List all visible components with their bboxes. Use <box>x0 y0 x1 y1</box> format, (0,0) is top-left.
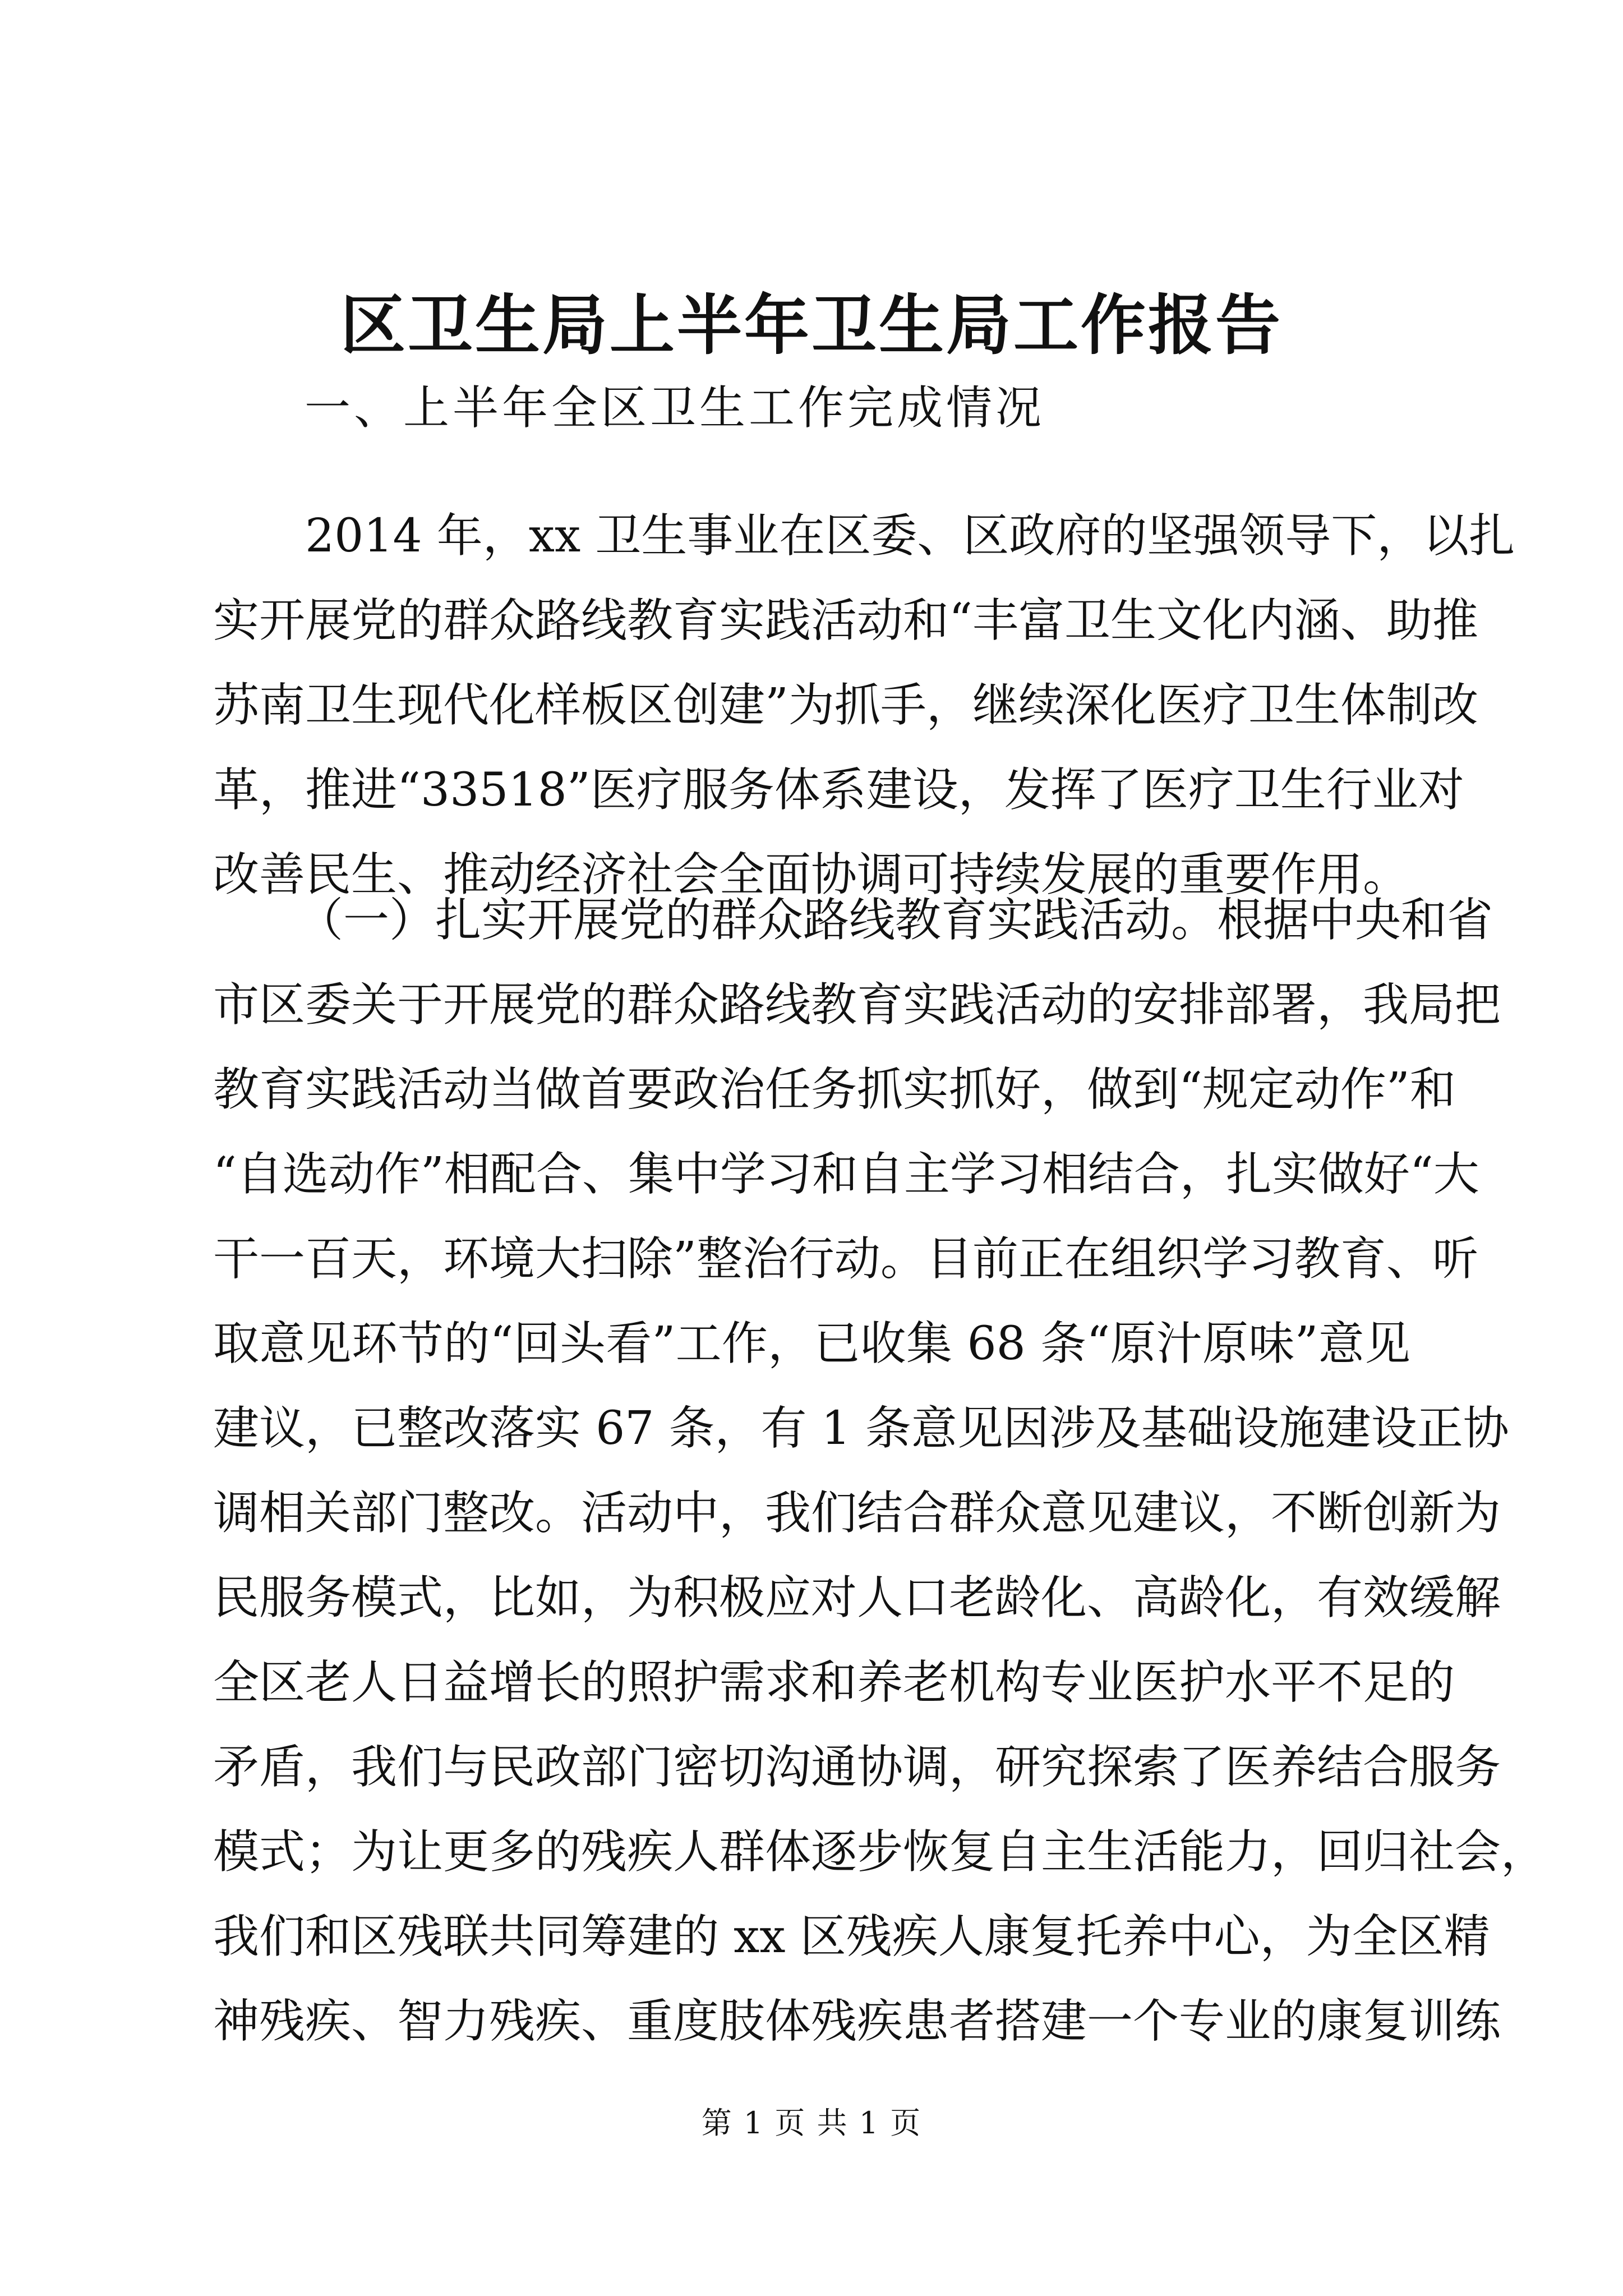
paragraph-line: 民服务模式，比如，为积极应对人口老龄化、高龄化，有效缓解 <box>213 1571 1501 1625</box>
paragraph-line: 取意见环节的“回头看”工作，已收集 68 条“原汁原味”意见 <box>213 1317 1410 1370</box>
page-footer: 第 1 页 共 1 页 <box>701 2105 922 2141</box>
paragraph-2 <box>213 878 1547 2064</box>
document-title: 区卫生局上半年卫生局工作报告 <box>340 287 1283 364</box>
paragraph-line: 模式；为让更多的残疾人群体逐步恢复自主生活能力，回归社会， <box>213 1825 1547 1879</box>
paragraph-line: 市区委关于开展党的群众路线教育实践活动的安排部署，我局把 <box>213 978 1501 1032</box>
paragraph-line: 调相关部门整改。活动中，我们结合群众意见建议，不断创新为 <box>213 1487 1501 1540</box>
paragraph-line: 实开展党的群众路线教育实践活动和“丰富卫生文化内涵、助推 <box>213 594 1478 647</box>
paragraph-line: 全区老人日益增长的照护需求和养老机构专业医护水平不足的 <box>213 1656 1455 1709</box>
paragraph-line: 建议，已整改落实 67 条，有 1 条意见因涉及基础设施建设正协 <box>213 1402 1509 1455</box>
paragraph-line: 干一百天，环境大扫除”整治行动。目前正在组织学习教育、听 <box>213 1232 1478 1286</box>
paragraph-line: 革，推进“33518”医疗服务体系建设，发挥了医疗卫生行业对 <box>213 763 1464 817</box>
paragraph-line: 改善民生、推动经济社会全面协调可持续发展的重要作用。 <box>213 848 1409 901</box>
paragraph-1 <box>213 494 1515 917</box>
paragraph-line: 矛盾，我们与民政部门密切沟通协调，研究探索了医养结合服务 <box>213 1741 1501 1794</box>
paragraph-line: （一）扎实开展党的群众路线教育实践活动。根据中央和省 <box>297 894 1493 947</box>
paragraph-line: 苏南卫生现代化样板区创建”为抓手，继续深化医疗卫生体制改 <box>213 679 1478 732</box>
paragraph-line: 教育实践活动当做首要政治任务抓实抓好，做到“规定动作”和 <box>213 1063 1456 1116</box>
section-heading: 一、上半年全区卫生工作完成情况 <box>305 381 1045 435</box>
paragraph-line: “自选动作”相配合、集中学习和自主学习相结合，扎实做好“大 <box>213 1148 1479 1201</box>
paragraph-line: 2014 年，xx 卫生事业在区委、区政府的坚强领导下，以扎 <box>305 509 1515 563</box>
paragraph-line: 我们和区残联共同筹建的 xx 区残疾人康复托养中心，为全区精 <box>213 1910 1490 1963</box>
paragraph-line: 神残疾、智力残疾、重度肢体残疾患者搭建一个专业的康复训练 <box>213 1995 1501 2048</box>
